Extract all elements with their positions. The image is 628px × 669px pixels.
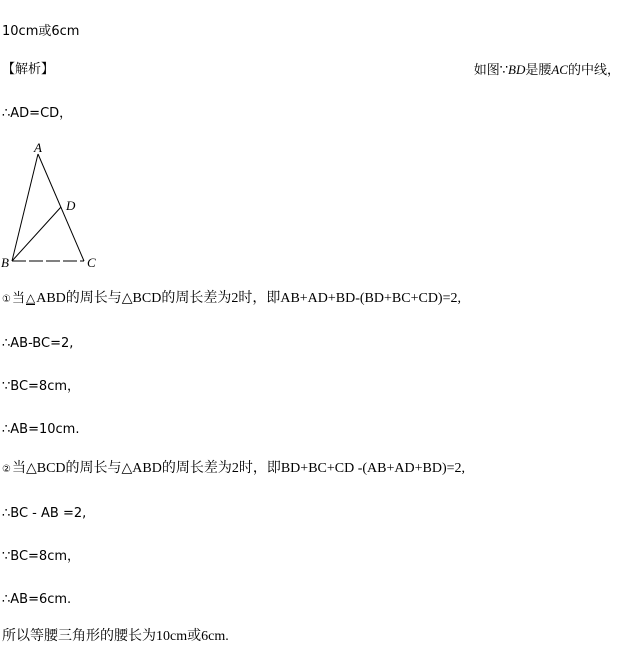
triangle-figure bbox=[0, 140, 110, 275]
intro-mid: 是腰 bbox=[525, 63, 552, 78]
case2-step3-text: ∴AB=6cm. bbox=[2, 592, 72, 607]
case1-step2-text: ∵BC=8cm， bbox=[2, 379, 81, 394]
triangle-symbol: △ bbox=[25, 291, 36, 305]
conclusion-line bbox=[2, 629, 229, 645]
label-c: C bbox=[87, 255, 96, 270]
step-ad-cd bbox=[2, 106, 72, 122]
case1-step3-text: ∴AB=10cm. bbox=[2, 422, 80, 437]
answer-line bbox=[2, 24, 79, 40]
case1-body: ABD的周长与△BCD的周长差为2时，即AB+AD+BD-(BD+BC+CD)=2, bbox=[36, 291, 461, 306]
analysis-heading bbox=[2, 62, 54, 78]
answer-text: 10cm或6cm bbox=[2, 24, 80, 39]
case1-step3 bbox=[2, 422, 79, 438]
case1-step1-text: ∴AB-BC=2, bbox=[2, 336, 74, 351]
side-ab bbox=[12, 154, 38, 261]
case2-marker: ② bbox=[2, 464, 11, 475]
intro-suffix: 的中线， bbox=[567, 63, 620, 78]
case1-line bbox=[2, 291, 461, 308]
case2-step2 bbox=[2, 549, 80, 565]
step-ad-cd-text: ∴AD=CD， bbox=[2, 106, 73, 121]
case2-step2-text: ∵BC=8cm， bbox=[2, 549, 81, 564]
intro-bd: BD bbox=[508, 62, 526, 77]
case2-step1-text: ∴BC - AB =2, bbox=[2, 506, 87, 521]
label-b: B bbox=[1, 255, 9, 270]
conclusion-text: 所以等腰三角形的腰长为10cm或6cm. bbox=[2, 629, 229, 644]
case2-line bbox=[2, 461, 465, 478]
label-a: A bbox=[34, 140, 42, 155]
case2-body: 当△BCD的周长与△ABD的周长差为2时，即BD+BC+CD -(AB+AD+BD)=2, bbox=[11, 461, 465, 476]
case1-step1 bbox=[2, 336, 73, 352]
label-d: D bbox=[66, 198, 76, 213]
case1-pre: 当 bbox=[11, 291, 25, 306]
case2-step1 bbox=[2, 506, 86, 522]
median-bd bbox=[12, 207, 61, 261]
intro-ac: AC bbox=[551, 62, 568, 77]
intro-prefix: 如图∵ bbox=[473, 63, 508, 78]
case1-step2 bbox=[2, 379, 80, 395]
analysis-label: 【解析】 bbox=[2, 62, 55, 77]
intro-statement bbox=[474, 62, 620, 79]
case1-marker: ① bbox=[2, 294, 11, 305]
case2-step3 bbox=[2, 592, 71, 608]
